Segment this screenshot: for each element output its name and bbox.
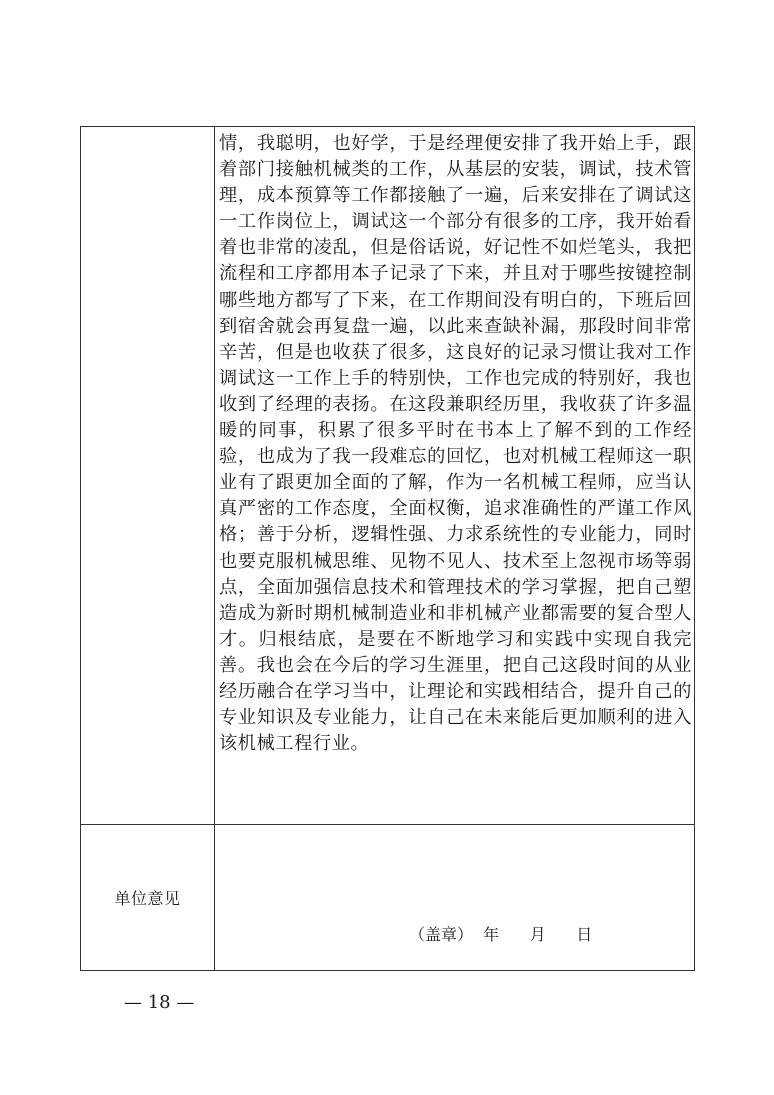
unit-opinion-label-cell	[81, 824, 214, 970]
column-divider	[214, 127, 215, 970]
unit-opinion-label: 单位意见	[114, 888, 181, 908]
essay-paragraph: 情，我聪明，也好学，于是经理便安排了我开始上手，跟着部门接触机械类的工作，从基层的安装，调试，技术管理，成本预算等工作都接触了一遍，后来安排在了调试这一工作岗位上，调试这一个部分有很多的工序，我开始看着也非常的凌乱，但是俗话说，好记性不如烂笔头，我把流程和工序都用本子记录了下来，并且对于哪些按键控制哪些地方都写了下来，在工作期间没有明白的，下班后回到宿舍就会再复盘一遍，以此来查缺补漏，那段时间非常辛苦，但是也收获了很多，这良好的记录习惯让我对工作调试这一工作上手的特别快，工作也完成的特别好，我也收到了经理的表扬。在这段兼职经历里，我收获了许多温暖的同事，积累了很多平时在书本上了解不到的工作经验，也成为了我一段难忘的回忆，也对机械工程师这一职业有了跟更加全面的了解，作为一名机械工程师，应当认真严密的工作态度，全面权衡，追求准确性的严谨工作风格；善于分析，逻辑性强、力求系统性的专业能力，同时也要克服机械思维、见物不见人、技术至上忽视市场等弱点，全面加强信息技术和管理技术的学习掌握，把自己塑造成为新时期机械制造业和非机械产业都需要的复合型人才。归根结底，是要在不断地学习和实践中实现自我完善。我也会在今后的学习生涯里，把自己这段时间的从业经历融合在学习当中，让理论和实践相结合，提升自己的专业知识及专业能力，让自己在未来能后更加顺利的进入该机械工程行业。	[219, 133, 692, 755]
form-table	[80, 126, 695, 971]
stamp-date-line: （盖章） 年 月 日	[409, 925, 593, 944]
page-number: — 18 —	[124, 992, 195, 1013]
